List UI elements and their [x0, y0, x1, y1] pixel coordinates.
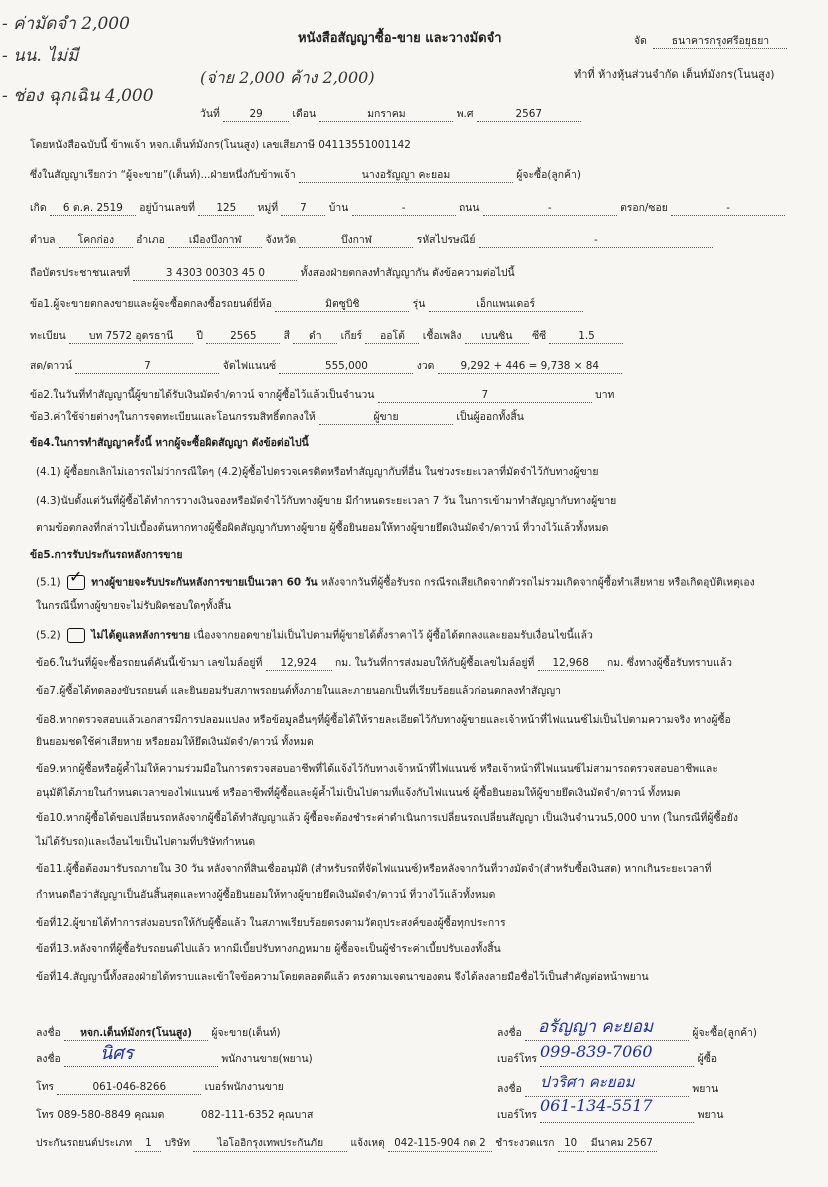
clause-4-title: ข้อ4.ในการทำสัญญาครั้งนี้ หากผู้จะซื้อผิดสัญญา ดังข้อต่อไปนี้	[30, 437, 309, 449]
clause-8b: ยินยอมชดใช้ค่าเสียหาย หรือยอมให้ยึดเงินมัดจำ/ดาวน์ ทั้งหมด	[36, 736, 314, 748]
contract-date: วันที่ 29 เดือน มกราคม พ.ศ 2567	[200, 107, 581, 122]
seller-sign: ลงชื่อ หจก.เต็นท์มังกร(โนนสูง) ผู้จะขาย(เต็นท์)	[36, 1027, 281, 1039]
witness-phone: เบอร์โทร พยาน	[497, 1109, 724, 1121]
contract-place: ทำที่ ห้างหุ้นส่วนจำกัด เต็นท์มังกร(โนนสูง)	[574, 68, 775, 81]
handnote-paid: (จ่าย 2,000 ค้าง 2,000)	[200, 68, 375, 87]
handnote-weight: - นน. ไม่มี	[2, 46, 79, 66]
staff-signature: นิศร	[100, 1043, 134, 1064]
contact-phones: โทร 089-580-8849 คุณมด 082-111-6352 คุณบาส	[36, 1109, 314, 1121]
checkmark-icon: ✓	[68, 567, 83, 586]
buyer-sign: ลงชื่อ ผู้จะซื้อ(ลูกค้า)	[497, 1027, 757, 1039]
clause-4-1: (4.1) ผู้ซื้อยกเลิกไม่เอารถไม่ว่ากรณีใดๆ (4.2)ผู้ซื้อไปตรวจเครดิตหรือทำสัญญากับที่อื่น ในช่วงระยะเวลาที่มัดจำไว้กับทางผู้ขาย	[36, 466, 599, 478]
clause-3: ข้อ3.ค่าใช้จ่ายต่างๆในการจดทะเบียนและโอนกรรมสิทธิ์ตกลงให้ ผู้ขาย เป็นผู้ออกทั้งสิ้น	[30, 411, 524, 423]
buyer-district-line: ตำบล โคกก่อง อำเภอ เมืองบึงกาฬ จังหวัด บึงกาฬ รหัสไปรษณีย์ -	[30, 233, 713, 248]
intro-line: โดยหนังสือฉบับนี้ ข้าพเจ้า หจก.เต็นท์มังกร(โนนสูง) เลขเสียภาษี 04113551001142	[30, 139, 411, 151]
car-payment-line: สด/ดาวน์ 7 จัดไฟแนนซ์ 555,000 งวด 9,292 + 446 = 9,738 × 84	[30, 359, 622, 374]
witness-signature: ปวริศา คะยอม	[540, 1073, 635, 1091]
clause-8a: ข้อ8.หากตรวจสอบแล้วเอกสารมีการปลอมแปลง หรือข้อมูลอื่นๆที่ผู้ซื้อได้ให้รายละเอียดไว้กับทางผู้ขายและเจ้าหน้าที่ไฟแนนซ์ไม่เป็นไปตามความจริง ทางผู้ซื้อ	[36, 714, 731, 726]
buyer-phone-value: 099-839-7060	[540, 1042, 653, 1061]
clause-7: ข้อ7.ผู้ซื้อได้ทดลองขับรถยนต์ และยินยอมรับสภาพรถยนต์ทั้งภายในและภายนอกเป็นที่เรียบร้อยแล้วก่อนตกลงทำสัญญา	[36, 685, 561, 697]
clause-12: ข้อที่12.ผู้ขายได้ทำการส่งมอบรถให้กับผู้ซื้อแล้ว ในสภาพเรียบร้อยตรงตามวัตถุประสงค์ของผู้ซื้อทุกประการ	[36, 917, 506, 929]
page-title: หนังสือสัญญาซื้อ-ขาย และวางมัดจำ	[298, 31, 502, 46]
car-brand-line: ข้อ1.ผู้จะขายตกลงขายและผู้จะซื้อตกลงซื้อรถยนต์ยี่ห้อ มิตซูบิชิ รุ่น เอ็กแพนเดอร์	[30, 297, 583, 312]
clause-11a: ข้อ11.ผู้ซื้อต้องมารับรถภายใน 30 วัน หลังจากที่สินเชื่ออนุมัติ (สำหรับรถที่จัดไฟแนนซ์)หรือหลังจากวันที่วางมัดจำ(สำหรับซื้อเงินสด) หากเกินระยะเวลาที่	[36, 863, 712, 875]
buyer-signature: อรัญญา คะยอม	[538, 1017, 654, 1037]
insurance-line: ประกันรถยนต์ประเภท 1 บริษัท ไอโออิกรุงเทพประกันภัย แจ้งเหตุ 042-115-904 กด 2 ชำระงวดแรก 10 มีนาคม 2567	[36, 1137, 657, 1152]
clause-5-2: (5.2) ไม่ได้ดูแลหลังการขาย เนื่องจากยอดขายไม่เป็นไปตามที่ผู้ขายได้ตั้งราคาไว้ ผู้ซื้อได้ตกลงและยอมรับเงื่อนไขนี้แล้ว	[36, 629, 593, 642]
clause-10a: ข้อ10.หากผู้ซื้อได้ขอเปลี่ยนรถหลังจากผู้ซื้อได้ทำสัญญาแล้ว ผู้ซื้อจะต้องชำระค่าดำเนินการเปลี่ยนรถเปลี่ยนสัญญา เป็นเงินจำนวน5,000 บาท (ในกรณีที่ผู้ซื้อยัง	[36, 812, 738, 824]
finance-bank: จัด ธนาคารกรุงศรีอยุธยา	[634, 34, 787, 49]
no-warranty-checkbox[interactable]	[67, 628, 85, 643]
clause-10b: ไม่ได้รับรถ)และเงื่อนไขเป็นไปตามที่บริษัทกำหนด	[36, 836, 256, 848]
witness-sign: ลงชื่อ พยาน	[497, 1083, 719, 1095]
witness-phone-value: 061-134-5517	[540, 1096, 653, 1115]
clause-14: ข้อที่14.สัญญานี้ทั้งสองฝ่ายได้ทราบและเข้าใจข้อความโดยตลอดดีแล้ว ตรงตามเจตนาของตน จึงได้ลงลายมือชื่อไว้เป็นสำคัญต่อหน้าพยาน	[36, 971, 649, 983]
buyer-phone: เบอร์โทร ผู้ซื้อ	[497, 1053, 717, 1065]
buyer-id-line: ถือบัตรประชาชนเลขที่ 3 4303 00303 45 0 ทั้งสองฝ่ายตกลงทำสัญญากัน ดังข้อความต่อไปนี้	[30, 267, 515, 279]
staff-sign: ลงชื่อ พนักงานขาย(พยาน)	[36, 1053, 313, 1065]
clause-5-1b: ในกรณีนี้ทางผู้ขายจะไม่รับผิดชอบใดๆทั้งสิ้น	[36, 600, 232, 612]
clause-2: ข้อ2.ในวันที่ทำสัญญานี้ผู้ขายได้รับเงินมัดจำ/ดาวน์ จากผู้ซื้อไว้แล้วเป็นจำนวน 7 บาท	[30, 389, 615, 401]
clause-5-title: ข้อ5.การรับประกันรถหลังการขาย	[30, 549, 183, 561]
handnote-emergency: - ช่อง ฉุกเฉิน 4,000	[2, 86, 154, 106]
clause-6: ข้อ6.ในวันที่ผู้จะซื้อรถยนต์คันนี้เข้ามา เลขไมล์อยู่ที่ 12,924 กม. ในวันที่การส่งมอบให้กับผู้ซื้อเลขไมล์อยู่ที่ 12,968 กม. ซึ่งทางผู้ซื้อรับทราบแล้ว	[36, 657, 732, 669]
buyer-address-line: เกิด 6 ต.ค. 2519 อยู่บ้านเลขที่ 125 หมู่ที่ 7 บ้าน - ถนน - ตรอก/ซอย -	[30, 201, 785, 216]
clause-9b: อนุมัติได้ภายในกำหนดเวลาของไฟแนนซ์ หรืออาชีพที่ผู้ซื้อและผู้ค้ำไม่เป็นไปตามที่แจ้งกับไฟแนนซ์ ผู้ซื้อยินยอมให้ผู้ขายยึดเงินมัดจำ/ดาวน์ ทั้งหมด	[36, 787, 681, 799]
clause-4-3b: ตามข้อตกลงที่กล่าวไปเบื้องต้นหากทางผู้ซื้อผิดสัญญากับทางผู้ขาย ผู้ซื้อยินยอมให้ทางผู้ขายยึดเงินมัดจำ/ดาวน์ ที่วางไว้แล้วทั้งหมด	[36, 522, 609, 534]
clause-5-1: (5.1) ✓ ทางผู้ขายจะรับประกันหลังการขายเป็นเวลา 60 วัน หลังจากวันที่ผู้ซื้อรับรถ กรณีรถเสียเกิดจากตัวรถไม่รวมเกิดจากผู้ซื้อทำเสียหาย หรือเกิดอุบัติเหตุเอง	[36, 567, 755, 589]
clause-13: ข้อที่13.หลังจากที่ผู้ซื้อรับรถยนต์ไปแล้ว หากมีเบี้ยปรับทางกฎหมาย ผู้ซื้อจะเป็นผู้ชำระค่าเบี้ยปรับเองทั้งสิ้น	[36, 943, 501, 955]
handnote-deposit: - ค่ามัดจำ 2,000	[2, 14, 130, 34]
warranty-60-checkbox[interactable]	[67, 567, 85, 590]
buyer-name-line: ซึ่งในสัญญาเรียกว่า “ผู้จะขาย”(เต็นท์)...ฝ่ายหนึ่งกับข้าพเจ้า นางอรัญญา คะยอม ผู้จะซื้อ(ลูกค้า)	[30, 169, 581, 181]
clause-4-3a: (4.3)นับตั้งแต่วันที่ผู้ซื้อได้ทำการวางเงินจองหรือมัดจำไว้กับทางผู้ขาย มีกำหนดระยะเวลา 7 วัน ในการเข้ามาทำสัญญากับทางผู้ขาย	[36, 495, 617, 507]
clause-11b: กำหนดถือว่าสัญญาเป็นอันสิ้นสุดและทางผู้ซื้อยินยอมให้ทางผู้ขายยึดเงินมัดจำ/ดาวน์ ที่วางไว้แล้วทั้งหมด	[36, 889, 496, 901]
clause-9a: ข้อ9.หากผู้ซื้อหรือผู้ค้ำไม่ให้ความร่วมมือในการตรวจสอบอาชีพที่ได้แจ้งไว้กับทางเจ้าหน้าที่ไฟแนนซ์ หรือเจ้าหน้าที่ไฟแนนซ์ไม่สามารถตรวจสอบอาชีพและ	[36, 763, 718, 775]
staff-tel: โทร 061-046-8266 เบอร์พนักงานขาย	[36, 1081, 284, 1093]
car-detail-line: ทะเบียน บท 7572 อุดรธานี ปี 2565 สี ดำ เกียร์ ออโต้ เชื้อเพลิง เบนซิน ซีซี 1.5	[30, 329, 623, 344]
